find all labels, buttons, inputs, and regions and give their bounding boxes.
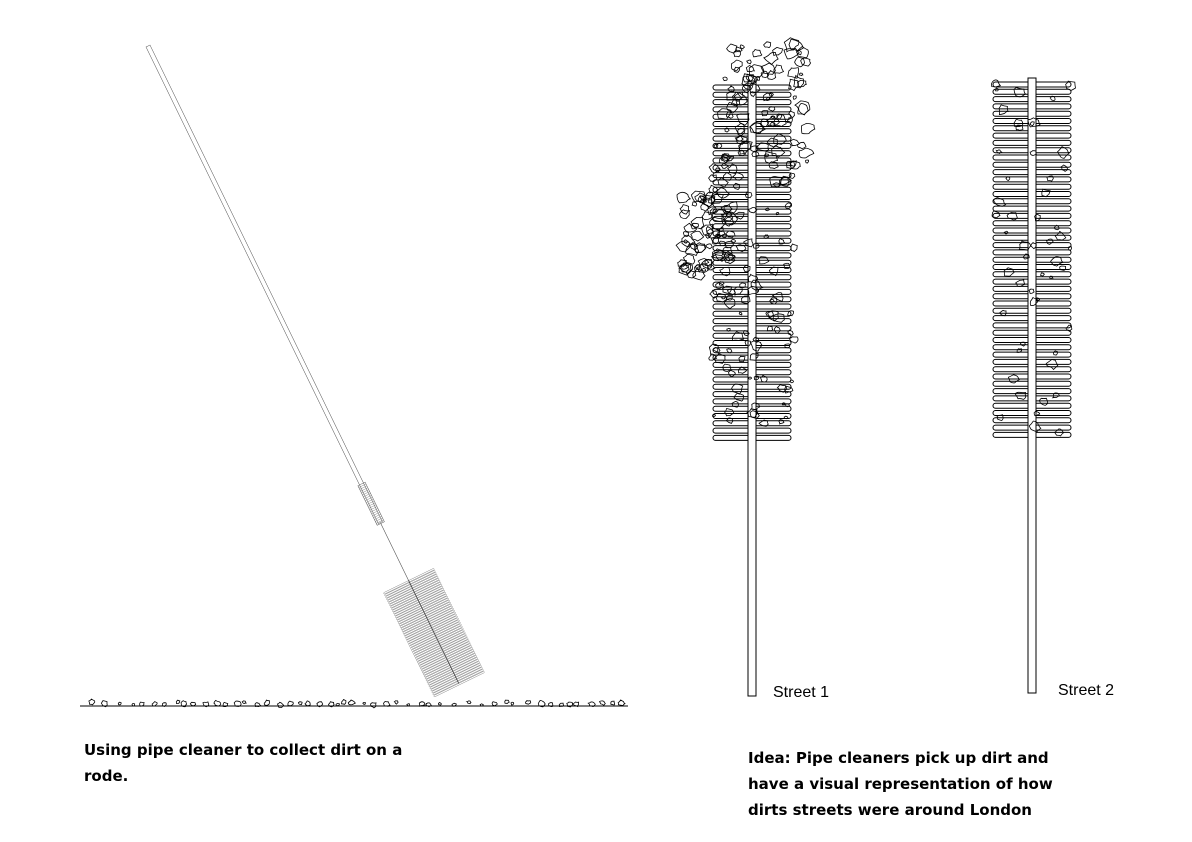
dirt-particle [683, 232, 688, 237]
dirt-particle [734, 212, 744, 219]
dirt-particle [1016, 280, 1025, 287]
dirt-particle [190, 702, 195, 705]
rod [146, 45, 382, 523]
ground-dirt [89, 699, 625, 708]
dirt-particle [371, 703, 377, 708]
dirt-particle [1061, 165, 1068, 171]
dirt-particle [793, 96, 796, 99]
dirt-particle [305, 701, 310, 706]
dirt-particle [1042, 189, 1050, 197]
dirt-particle [1047, 239, 1054, 244]
dirt-particle [588, 702, 595, 707]
dirt-particle [677, 192, 690, 203]
collected-dirt [676, 38, 815, 427]
dirt-particle [718, 178, 728, 187]
dirt-particle [1040, 398, 1048, 405]
dirt-particle [798, 104, 808, 115]
dirt-particle [176, 700, 180, 703]
dirt-particle [480, 704, 483, 706]
dirt-particle [1041, 273, 1045, 277]
rod [748, 81, 756, 696]
dirt-particle [152, 702, 157, 706]
dirt-particle [1060, 266, 1066, 270]
dirt-particle [723, 77, 728, 81]
dirt-particle [278, 702, 284, 707]
dirt-particle [438, 703, 441, 706]
rod [1028, 78, 1036, 693]
dirt-particle [707, 207, 717, 215]
street-1-label: Street 1 [773, 684, 830, 701]
dirt-particle [764, 52, 778, 64]
dirt-particle [683, 254, 694, 264]
dirt-particle [118, 702, 121, 705]
caption-left: Using pipe cleaner to collect dirt on a rode. [84, 741, 403, 785]
dirt-particle [776, 212, 779, 214]
dirt-particle [797, 142, 806, 148]
dirt-particle [757, 143, 769, 151]
dirt-particle [747, 60, 752, 64]
dirt-particle [774, 65, 784, 73]
dirt-particle [789, 173, 795, 179]
dirt-particle [786, 404, 790, 407]
dirt-particle [727, 103, 738, 113]
dirt-particle [801, 124, 814, 134]
dirt-particle [729, 370, 736, 376]
dirt-particle [505, 700, 509, 703]
angled-brush [123, 34, 485, 697]
dirt-particle [788, 330, 793, 335]
dirt-particle [773, 314, 784, 323]
dirt-particle [559, 703, 563, 706]
dirt-particle [784, 416, 788, 419]
dirt-particle [89, 699, 95, 705]
dirt-particle [801, 58, 811, 66]
dirt-particle [288, 701, 293, 706]
dirt-particle [739, 312, 742, 315]
dirt-particle [242, 701, 246, 704]
dirt-particle [1050, 276, 1053, 278]
dirt-particle [764, 42, 771, 48]
dirt-particle [492, 702, 497, 706]
dirt-particle [611, 701, 615, 705]
dirt-particle [692, 202, 697, 206]
pipe-cleaner-street-2 [992, 78, 1076, 693]
angled-pipe-cleaner [80, 34, 628, 708]
dirt-particle [336, 704, 339, 706]
dirt-particle [746, 66, 754, 72]
caption-right: Idea: Pipe cleaners pick up dirt and have a visual representation of how dirts streets were around London [748, 749, 1053, 819]
dirt-particle [363, 703, 366, 705]
dirt-particle [511, 702, 514, 705]
dirt-particle [342, 700, 346, 705]
dirt-particle [691, 217, 704, 228]
dirt-particle [298, 702, 302, 705]
dirt-particle [774, 326, 780, 333]
dirt-particle [791, 244, 797, 252]
dirt-particle [600, 701, 606, 706]
dirt-particle [773, 47, 783, 55]
dirt-particle [526, 701, 531, 705]
dirt-particle [799, 148, 814, 158]
dirt-particle [1053, 351, 1057, 355]
dirt-particle [789, 111, 795, 117]
dirt-particle [753, 50, 762, 57]
dirt-particle [702, 212, 712, 220]
dirt-particle [214, 700, 221, 706]
dirt-particle [132, 703, 135, 706]
dirt-particle [799, 73, 803, 76]
dirt-particle [734, 287, 742, 295]
dirt-particle [348, 700, 355, 705]
dirt-particle [407, 704, 410, 706]
dirt-particle [762, 110, 768, 115]
dirt-particle [264, 700, 269, 705]
dirt-particle [725, 409, 734, 416]
dirt-particle [806, 160, 809, 163]
dirt-particle [684, 223, 697, 232]
dirt-particle [618, 700, 625, 706]
dirt-particle [767, 326, 772, 331]
dirt-particle [723, 172, 731, 180]
street-2-label: Street 2 [1058, 682, 1115, 699]
dirt-particle [727, 295, 732, 300]
dirt-particle [779, 420, 784, 424]
dirt-particle [999, 105, 1008, 115]
dirt-particle [680, 205, 689, 215]
dirt-particle [728, 86, 734, 92]
dirt-particle [733, 183, 739, 189]
dirt-particle [739, 356, 745, 362]
dirt-particle [394, 701, 398, 704]
dirt-particle [731, 239, 736, 242]
pipe-cleaner-street-1 [676, 38, 815, 696]
dirt-particle [706, 244, 712, 249]
dirt-particle [731, 60, 742, 70]
dirt-particle [761, 375, 768, 381]
dirt-particle [765, 152, 778, 164]
dirt-particle [467, 701, 471, 704]
